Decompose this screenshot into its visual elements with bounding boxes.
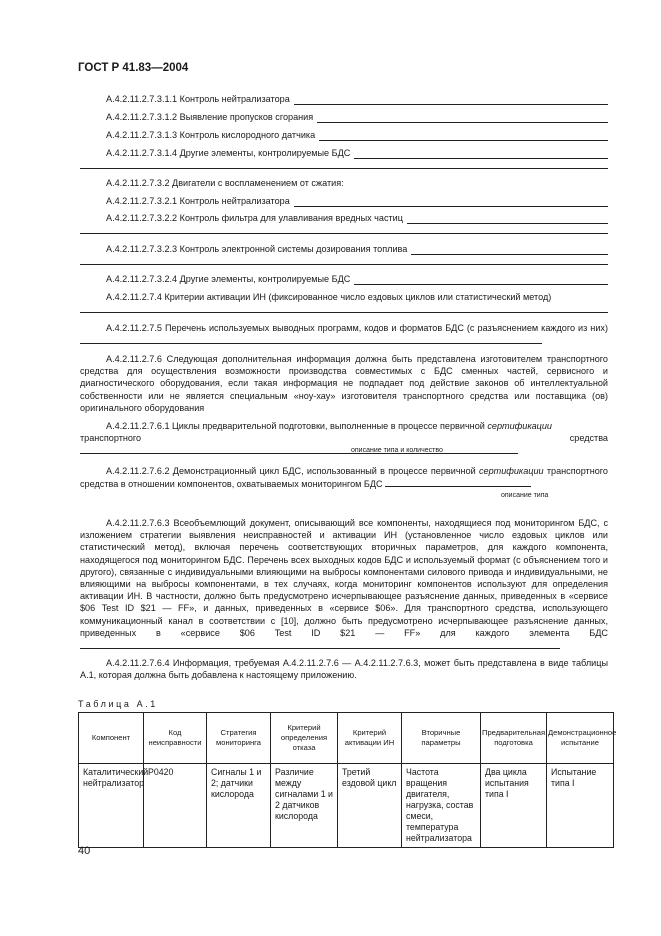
- field-line: [106, 129, 608, 141]
- paragraph-text: А.4.2.11.2.7.5 Перечень используемых выводных программ, кодов и форматов БДС (с разъяснением каждого из них): [106, 323, 608, 333]
- field-label: А.4.2.11.2.7.3.1.3 Контроль кислородного датчика: [106, 130, 316, 140]
- table-cell: Каталитический нейтрализатор: [79, 764, 144, 848]
- paragraph-preconditioning: [80, 420, 608, 458]
- table-header-row: [79, 713, 614, 764]
- blank-fill: [411, 245, 608, 255]
- table-header-cell: Код неисправности: [144, 713, 207, 764]
- blank-fill: [407, 214, 608, 224]
- table-caption: Таблица А.1: [78, 699, 158, 709]
- paragraph-component-document: [80, 517, 608, 652]
- fill-caption: описание типа и количество: [351, 447, 443, 454]
- field-line: [106, 243, 608, 255]
- table-header-cell: Демонстрационное испытание: [547, 713, 614, 764]
- paragraph-text: А.4.2.11.2.7.6.4 Информация, требуемая А.4.2.11.2.7.6 — А.4.2.11.2.7.6.3, может быть представлена в виде таблицы А.1, которая должна быть добавлена к настоящему приложению.: [80, 658, 608, 681]
- table-header-cell: Компонент: [79, 713, 144, 764]
- table-header-cell: Стратегия мониторинга: [207, 713, 271, 764]
- blank-rule: [80, 264, 608, 265]
- blank-fill: [385, 477, 531, 487]
- blank-rule: [80, 233, 608, 234]
- field-label: А.4.2.11.2.7.3.2.3 Контроль электронной системы дозирования топлива: [106, 244, 408, 254]
- table-cell: Сигналы 1 и 2; датчики кислорода: [207, 764, 271, 848]
- emphasis-text: сертификации: [487, 421, 552, 431]
- field-label: А.4.2.11.2.7.3.1.2 Выявление пропусков сгорания: [106, 112, 314, 122]
- paragraph-table-reference: [80, 657, 608, 681]
- blank-fill: [319, 131, 608, 141]
- table-cell: Р0420: [144, 764, 207, 848]
- field-label: А.4.2.11.2.7.3.2.2 Контроль фильтра для улавливания вредных частиц: [106, 213, 403, 223]
- field-line: [106, 111, 608, 123]
- field-label: А.4.2.11.2.7.3.1.4 Другие элементы, контролируемые БДС: [106, 148, 351, 158]
- table-cell: Частота вращения двигателя, нагрузка, состав смеси, температура нейтрализатора: [402, 764, 481, 848]
- table-cell: Испытание типа I: [547, 764, 614, 848]
- table-row: [79, 764, 614, 848]
- field-label: А.4.2.11.2.7.3.2.1 Контроль нейтрализатора: [106, 196, 290, 206]
- table-cell: Два цикла испытания типа I: [481, 764, 547, 848]
- field-line: [106, 93, 608, 105]
- field-line: [106, 273, 608, 285]
- field-line: [106, 212, 608, 224]
- paragraph-text: транспортного средства в отношении компонентов, охватываемых мониторингом БДС: [80, 466, 608, 490]
- table-header-cell: Критерий активации ИН: [338, 713, 402, 764]
- table-header-cell: Критерий определения отказа: [271, 713, 338, 764]
- blank-fill: [80, 334, 542, 344]
- paragraph-text: А.4.2.11.2.7.6.2 Демонстрационный цикл БДС, использованный в процессе первичной: [106, 466, 479, 476]
- field-line: [106, 195, 608, 207]
- blank-rule: [80, 168, 608, 169]
- table-cell: Третий ездовой цикл: [338, 764, 402, 848]
- blank-rule: [80, 312, 608, 313]
- paragraph-text: транспортного средства: [80, 433, 608, 444]
- blank-fill: [317, 113, 608, 123]
- field-label: А.4.2.11.2.7.3.2 Двигатели с воспламенением от сжатия:: [106, 178, 344, 188]
- blank-fill: [354, 149, 608, 159]
- fill-caption: описание типа: [501, 492, 549, 499]
- paragraph-text: А.4.2.11.2.7.6 Следующая дополнительная информация должна быть представлена изготовителем транспортного средства для осуществления возможности производства совместимых с БДС сменных частей, сервисного и диагностического оборудования, если такая информация не подпадает под действие законов об интеллектуальной собственности или не является специальным «ноу-хау» изготовителя транспортного средства или поставщика (ов) оригинального оборудования: [80, 354, 608, 413]
- paragraph-demo-cycle: [80, 465, 608, 490]
- document-header: ГОСТ Р 41.83—2004: [78, 62, 189, 74]
- table-header-cell: Вторичные параметры: [402, 713, 481, 764]
- blank-fill: [80, 444, 518, 454]
- blank-fill: [354, 275, 608, 285]
- paragraph-additional-info: [80, 353, 608, 414]
- paragraph-text: А.4.2.11.2.7.6.3 Всеобъемлющий документ, описывающий все компоненты, находящиеся под мониторингом БДС, с изложением стратегии выявления неисправностей и активации ИН (установленное число ездовых циклов или статистический метод), включая перечень соответствующих вторичных параметров, для каждого компонента, находящегося под мониторингом БДС. Перечень всех выходных кодов БДС и используемый формат (с объяснением того и другого), связанные с индивидуальными влияющими на выбросы компонентами силового привода и индивидуальными, не влияющими на выбросы компонентами, в тех случаях, когда мониторинг компонентов используют для определения активации ИН. В частности, должно быть предусмотрено исчерпывающее разъяснение данных, приведенных в «сервисе $06 Test ID $21 — FF», и данных, приведенных в «сервисе $06». Для транспортного средства, использующего коммуникационный канал в соответствии с [10], должно быть предусмотрено исчерпывающее разъяснение данных, приведенных в «сервисе $06 Test ID $21 — FF» для каждого элемента БДС: [80, 518, 608, 638]
- field-label: А.4.2.11.2.7.3.1.1 Контроль нейтрализатора: [106, 94, 290, 104]
- field-label: А.4.2.11.2.7.3.2.4 Другие элементы, контролируемые БДС: [106, 274, 351, 284]
- obd-info-table: [78, 712, 617, 848]
- field-line: [106, 291, 608, 303]
- emphasis-text: сертификации: [478, 466, 544, 476]
- paragraph-text: А.4.2.11.2.7.6.1 Циклы предварительной подготовки, выполненные в процессе первичной: [106, 421, 488, 431]
- field-line: [106, 147, 608, 159]
- page-number: 40: [78, 845, 91, 857]
- paragraph-output-list: [80, 322, 608, 347]
- field-label: А.4.2.11.2.7.4 Критерии активации ИН (фиксированное число ездовых циклов или статистический метод): [106, 292, 552, 302]
- blank-fill: [294, 197, 608, 207]
- blank-fill: [80, 639, 560, 649]
- field-line: [106, 177, 608, 189]
- blank-fill: [294, 95, 608, 105]
- table-header-cell: Предварительная подготовка: [481, 713, 547, 764]
- table-cell: Различие между сигналами 1 и 2 датчиков кислорода: [271, 764, 338, 848]
